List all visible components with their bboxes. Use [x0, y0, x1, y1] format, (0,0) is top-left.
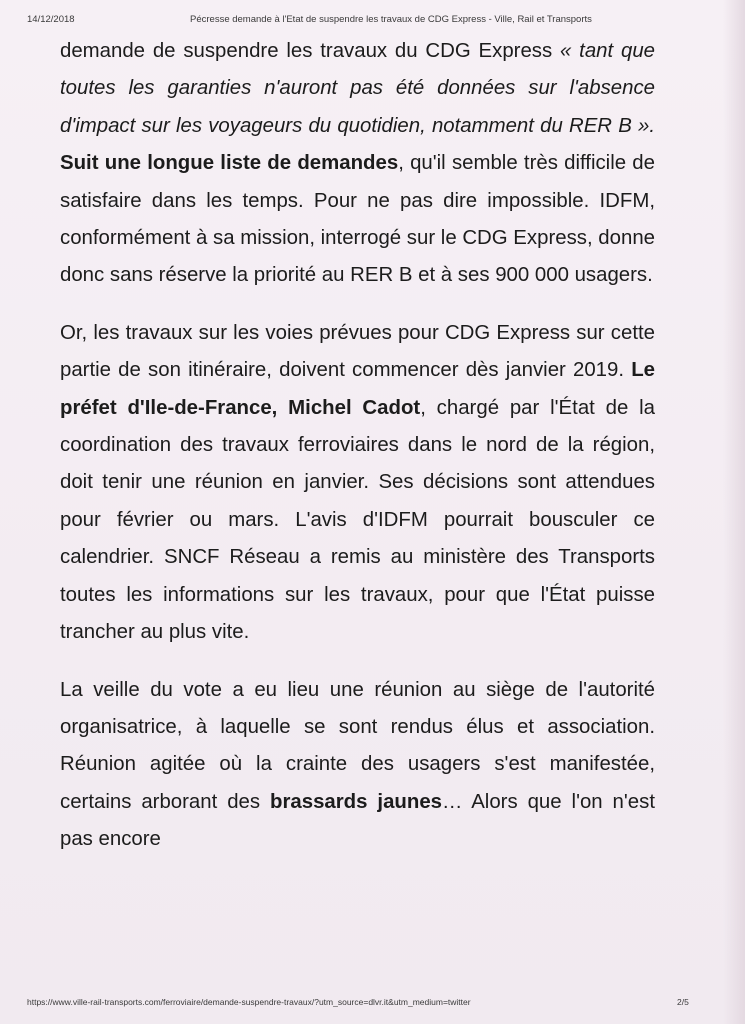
paragraph-2 — [60, 315, 655, 652]
print-footer — [0, 997, 745, 1011]
text-run: La veille du vote a eu lieu une réunion au siège de l'autorité organisatrice, à laquelle se sont rendus élus et association. Réunion agitée où la crainte des usagers s'est manifestée, certains arborant des — [60, 678, 655, 813]
paragraph-3 — [60, 672, 655, 859]
page-number: 2/5 — [677, 997, 689, 1007]
print-date: 14/12/2018 — [27, 14, 75, 25]
paragraph-1 — [60, 33, 655, 295]
article-body — [60, 33, 655, 859]
bold-text: Le préfet d'Ile-de-France, Michel Cadot — [60, 359, 655, 419]
page-edge-shadow — [723, 0, 745, 1024]
bold-text: brassards jaunes — [270, 790, 443, 813]
text-run: , chargé par l'État de la coordination des travaux ferroviaires dans le nord de la région, doit tenir une réunion en janvier. Ses décisions sont attendues pour février ou mars. L'avis d'IDFM pourrait bousculer ce calendrier. SNCF Réseau a remis au ministère des Transports toutes les informations sur les travaux, pour que l'État puisse trancher au plus vite. — [60, 396, 655, 644]
quote-text: « tant que toutes les garanties n'auront pas été données sur l'absence d'impact sur les voyageurs du quotidien, notamment du RER B ». — [60, 40, 655, 137]
text-run: demande de suspendre les travaux du CDG Express — [60, 40, 560, 62]
page-url: https://www.ville-rail-transports.com/ferroviaire/demande-suspendre-travaux/?utm_source=dlvr.it&utm_medium=twitter — [27, 997, 471, 1007]
print-page-title: Pécresse demande à l'Etat de suspendre les travaux de CDG Express - Ville, Rail et Transports — [190, 14, 592, 25]
text-run: , qu'il semble très difficile de satisfaire dans les temps. Pour ne pas dire impossible. IDFM, conformément à sa mission, interrogé sur le CDG Express, donne donc sans réserve la priorité au RER B et à ses 900 000 usagers. — [60, 152, 655, 287]
text-run: … Alors que l'on n'est pas encore — [60, 790, 655, 851]
text-run: Or, les travaux sur les voies prévues pour CDG Express sur cette partie de son itinéraire, doivent commencer dès janvier 2019. — [60, 321, 655, 382]
print-header — [0, 14, 745, 30]
bold-text: Suit une longue liste de demandes — [60, 152, 399, 175]
